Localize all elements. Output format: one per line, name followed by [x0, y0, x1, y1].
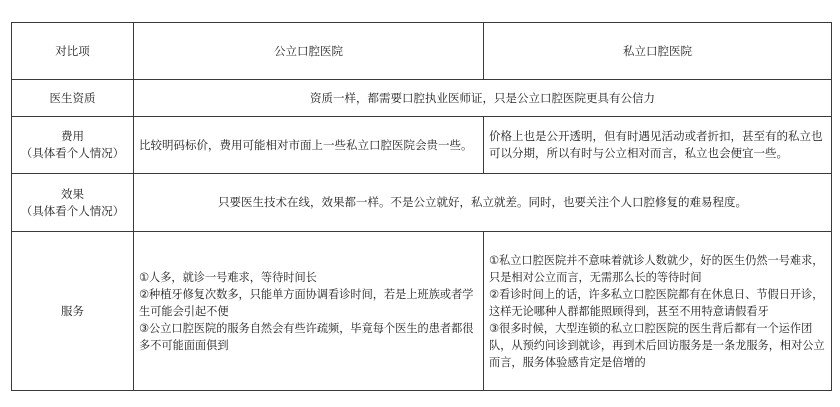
cost-public: 比较明码标价，费用可能相对市面上一些私立口腔医院会贵一些。	[134, 117, 484, 174]
qualification-text: 资质一样，都需要口腔执业医师证，只是公立口腔医院更具有公信力	[134, 80, 832, 117]
service-private-item: ①私立口腔医院并不意味着就诊人数就少，好的医生仍然一号难求，只是相对公立而言，无需那么长的等待时间	[489, 253, 824, 284]
cost-sublabel: （具体看个人情况）	[20, 146, 125, 160]
table-row	[12, 80, 832, 117]
row-label-effect	[12, 174, 134, 232]
table-row	[12, 117, 832, 174]
row-label-service: 服务	[12, 232, 134, 391]
header-private: 私立口腔医院	[484, 23, 832, 80]
service-public-item: ①人多，就诊一号难求，等待时间长	[139, 270, 317, 284]
cost-label: 费用	[61, 129, 84, 143]
service-private-item: ②看诊时间上的话，许多私立口腔医院都有在休息日、节假日开诊，这样无论哪种人群都能照顾得到，甚至不用特意请假看牙	[489, 287, 824, 318]
service-private	[484, 232, 832, 391]
service-public-item: ②种植牙修复次数多，只能单方面协调看诊时间，若是上班族或者学生可能会引起不便	[139, 287, 474, 318]
comparison-table	[11, 22, 832, 391]
effect-sublabel: （具体看个人情况）	[20, 203, 125, 218]
header-public: 公立口腔医院	[134, 23, 484, 80]
table-row	[12, 232, 832, 391]
service-public-item: ③公立口腔医院的服务自然会有些许疏频，毕竟每个医生的患者都很多不可能面面俱到	[139, 321, 474, 352]
service-public	[134, 232, 484, 391]
row-label-qualification: 医生资质	[12, 80, 134, 117]
row-label-cost	[12, 117, 134, 174]
service-private-item: ③很多时候，大型连锁的私立口腔医院的医生背后都有一个运作团队，从预约问诊到就诊，再到术后回访服务是一条龙服务，相对公立而言，服务体验感肯定是倍增的	[489, 321, 825, 369]
header-item: 对比项	[12, 23, 134, 80]
header-row	[12, 23, 832, 80]
effect-label: 效果	[61, 186, 84, 201]
effect-text: 只要医生技术在线，效果都一样。不是公立就好，私立就差。同时，也要关注个人口腔修复的难易程度。	[134, 174, 832, 232]
cost-private: 价格上也是公开透明，但有时遇见活动或者折扣，甚至有的私立也可以分期，所以有时与公立相对而言，私立也会便宜一些。	[484, 117, 832, 174]
table-row	[12, 174, 832, 232]
